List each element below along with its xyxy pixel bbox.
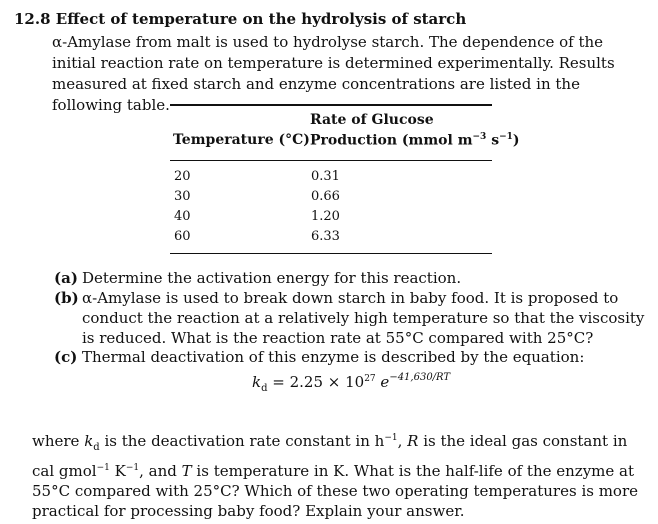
question-a-text: Determine the activation energy for this reaction. (82, 269, 462, 287)
temperature-cell: 40 (174, 209, 191, 224)
rate-cell: 0.66 (311, 189, 340, 204)
temperature-column-header: Temperature (°C) (173, 132, 310, 148)
table-row (170, 187, 492, 207)
table-bottom-rule (170, 253, 492, 254)
table-header (170, 106, 520, 160)
rate-column-header-line2: Production (mmol $m^{-3}$ $s^{-1}$) (310, 132, 520, 149)
question-a-label: (a) (54, 269, 78, 287)
question-b (54, 288, 646, 348)
problem-title: Effect of temperature on the hydrolysis of starch (55, 10, 467, 28)
temperature-cell: 20 (174, 169, 191, 184)
question-b-label: (b) (54, 289, 79, 307)
data-table (170, 104, 520, 254)
question-a (54, 268, 646, 288)
problem-intro: α-Amylase from malt is used to hydrolyse starch. The dependence of the initial reaction rate on temperature is determined experimentally. Results measured at fixed starch and enzyme concentrations are listed in the following table. (52, 33, 615, 114)
question-c (54, 347, 646, 367)
problem-number: 12.8 (14, 10, 51, 28)
question-c-text: Thermal deactivation of this enzyme is described by the equation: (82, 348, 585, 366)
table-row (170, 207, 492, 227)
temperature-cell: 60 (174, 229, 191, 244)
table-row (170, 227, 492, 247)
problem-heading (14, 10, 466, 28)
rate-column-header-line1: Rate of Glucose (310, 112, 434, 128)
deactivation-equation: $k_d = 2.25 \times 10^{27}$ $e^{-41,630/RT}$ (252, 372, 451, 394)
temperature-cell: 30 (174, 189, 191, 204)
question-b-text: α-Amylase is used to break down starch in baby food. It is proposed to conduct the reaction at a relatively high temperature so that the viscosity is reduced. What is the reaction rate at 55°C compared with 25°C? (82, 289, 645, 347)
question-c-label: (c) (54, 348, 78, 366)
table-row (170, 167, 492, 187)
question-c-continuation: where $k_d$ is the deactivation rate constant in $h^{-1}$, R is the ideal gas constant in cal gmol$^{-1}$ $K^{-1}$, and T is temperature in K. What is the half-life of the enzyme at 55°C compared with 25°C? Which of these two operating temperatures is more practical for processing baby food? Explain your answer. (32, 432, 639, 520)
rate-cell: 6.33 (311, 229, 340, 244)
rate-cell: 1.20 (311, 209, 340, 224)
rate-cell: 0.31 (311, 169, 340, 184)
table-body (170, 161, 492, 253)
